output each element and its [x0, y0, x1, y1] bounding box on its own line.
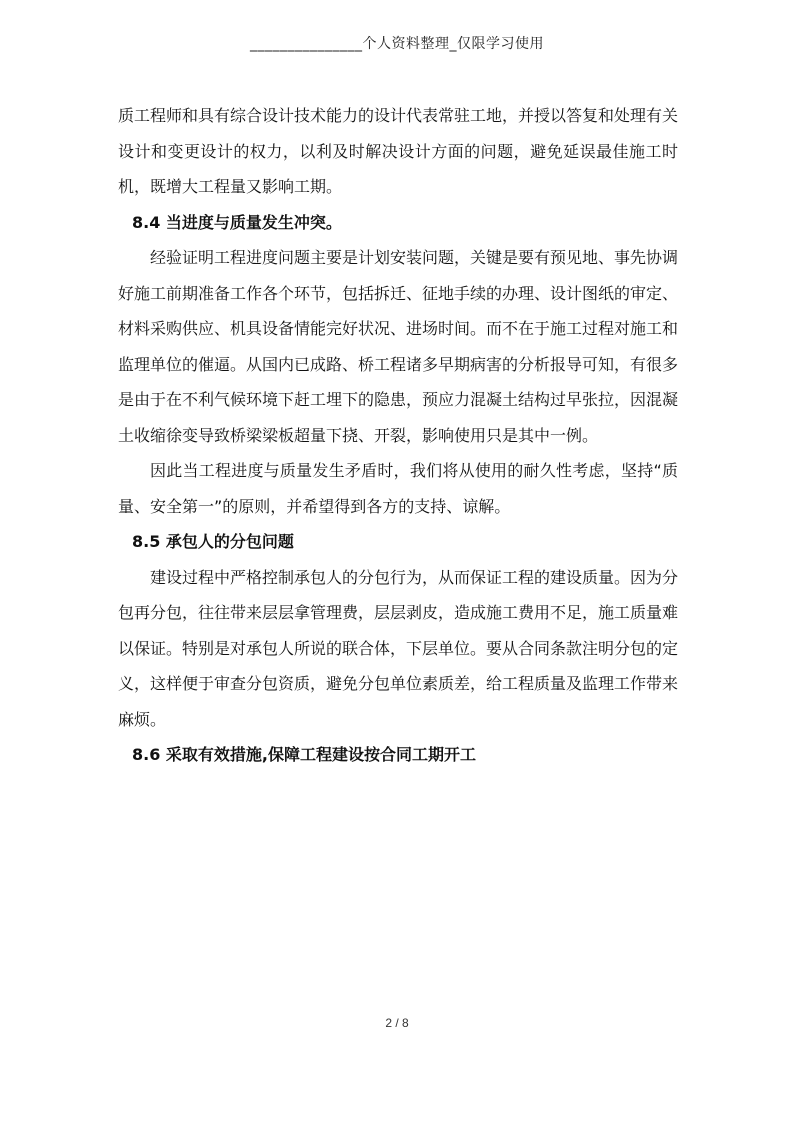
paragraph-subcontracting: 建设过程中严格控制承包人的分包行为，从而保证工程的建设质量。因为分包再分包，往往带来层层拿管理费，层层剥皮，造成施工费用不足，施工质量难以保证。特别是对承包人所说的联合体，下层单位。要从合同条款注明分包的定义，这样便于审查分包资质，避免分包单位素质差，给工程质量及监理工作带来麻烦。 — [118, 567, 679, 729]
paragraph-continued: 质工程师和具有综合设计技术能力的设计代表常驻工地，并授以答复和处理有关设计和变更设计的权力，以利及时解决设计方面的问题，避免延误最佳施工时机，既增大工程量又影响工期。 — [118, 106, 679, 196]
paragraph-quality-first: 因此当工程进度与质量发生矛盾时，我们将从使用的耐久性考虑，坚持“质量、安全第一”的原则，并希望得到各方的支持、谅解。 — [118, 461, 678, 516]
section-heading-8-6: 8.6 采取有效措施,保障工程建设按合同工期开工 — [132, 745, 476, 764]
section-heading-8-5: 8.5 承包人的分包问题 — [132, 532, 294, 551]
page-number: 2 / 8 — [385, 1016, 409, 1030]
section-heading-8-4: 8.4 当进度与质量发生冲突。 — [132, 212, 342, 232]
paragraph-schedule-issues: 经验证明工程进度问题主要是计划安装问题，关键是要有预见地、事先协调好施工前期准备工作各个环节，包括拆迁、征地手续的办理、设计图纸的审定、材料采购供应、机具设备情能完好状况、进场时间。而不在于施工过程对施工和监理单位的催逼。从国内已成路、桥工程诸多早期病害的分析报导可知，有很多是由于在不利气候环境下赶工埋下的隐患，预应力混凝土结构过早张拉，因混凝土收缩徐变导致桥梁梁板超量下挠、开裂，影响使用只是其中一例。 — [118, 248, 679, 445]
page-header: _______________个人资料整理_仅限学习使用 — [250, 36, 544, 52]
document-body — [118, 98, 678, 773]
